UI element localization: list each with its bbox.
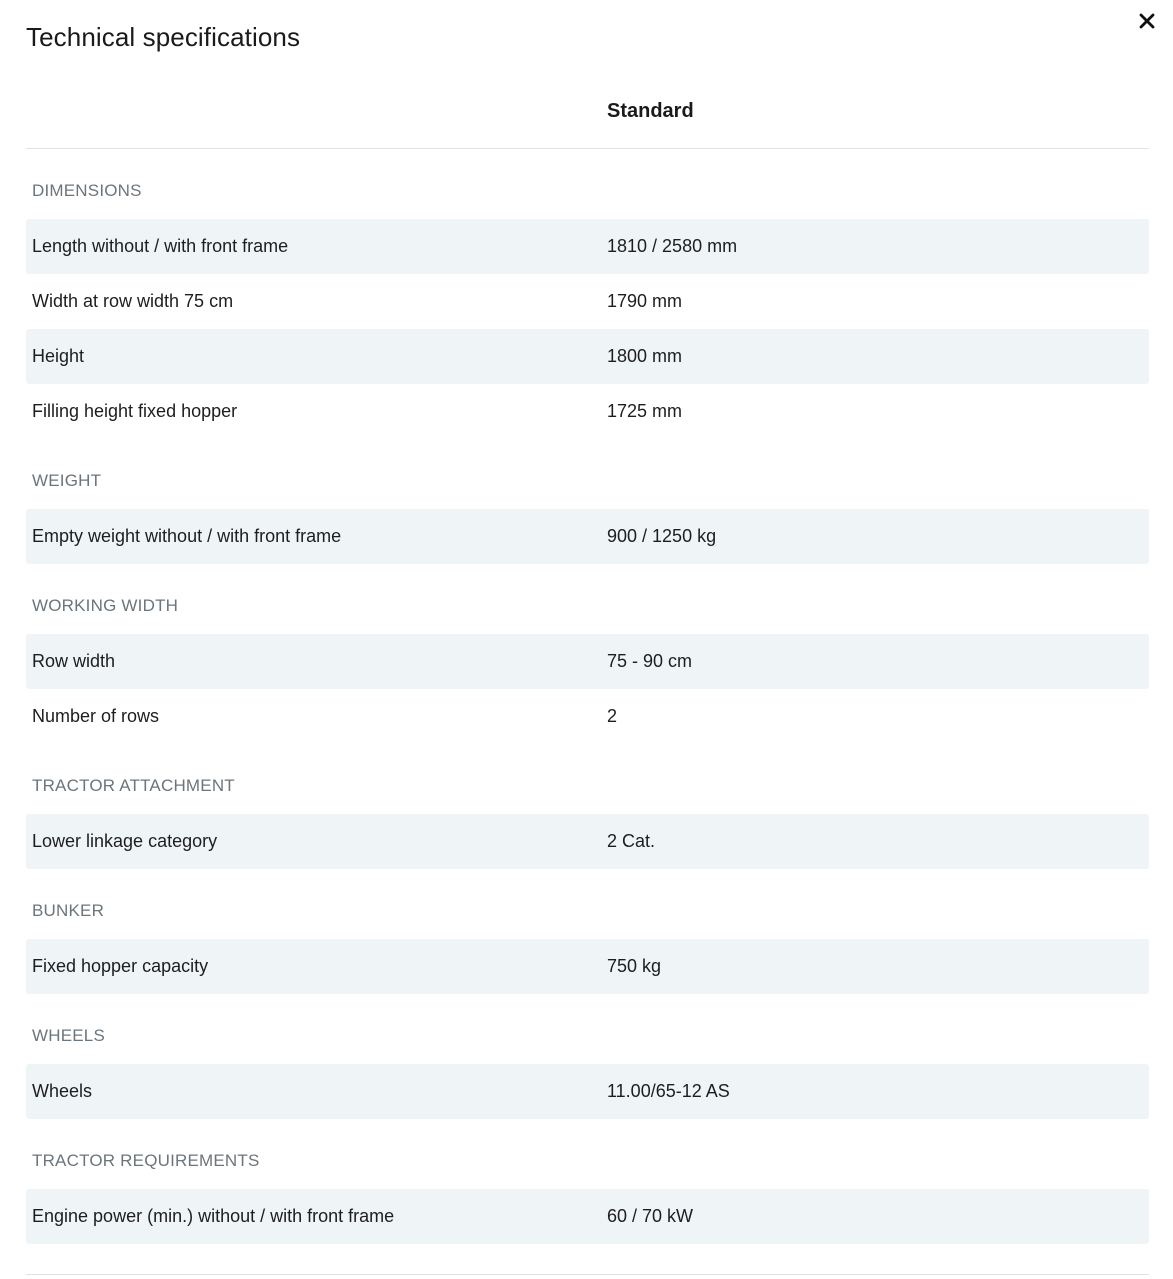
- spec-row: [26, 814, 1149, 869]
- spec-row: [26, 1189, 1149, 1244]
- spec-value: 1790 mm: [607, 291, 683, 311]
- section-label-tractor-requirements: TRACTOR REQUIREMENTS: [32, 1151, 260, 1170]
- spec-value: 1800 mm: [607, 346, 683, 366]
- spec-label: Number of rows: [32, 706, 160, 726]
- spec-label: Fixed hopper capacity: [32, 956, 209, 976]
- spec-label: Width at row width 75 cm: [32, 291, 234, 311]
- spec-label: Lower linkage category: [32, 831, 218, 851]
- spec-row: [26, 1064, 1149, 1119]
- spec-label: Row width: [32, 651, 116, 671]
- spec-value: 60 / 70 kW: [607, 1206, 694, 1226]
- spec-value: 2: [607, 706, 618, 726]
- spec-value: 11.00/65-12 AS: [607, 1081, 730, 1101]
- spec-value: 750 kg: [607, 956, 662, 976]
- spec-row: [26, 384, 1149, 439]
- section-label-dimensions: DIMENSIONS: [32, 181, 142, 200]
- section-label-tractor-attachment: TRACTOR ATTACHMENT: [32, 776, 235, 795]
- section-label-wheels: WHEELS: [32, 1026, 105, 1045]
- spec-value: 75 - 90 cm: [607, 651, 693, 671]
- spec-label: Engine power (min.) without / with front frame: [32, 1206, 395, 1226]
- spec-label: Wheels: [32, 1081, 93, 1101]
- spec-value: 900 / 1250 kg: [607, 526, 717, 546]
- close-icon: [1136, 10, 1158, 32]
- section-label-weight: WEIGHT: [32, 471, 102, 490]
- spec-label: Height: [32, 346, 85, 366]
- spec-label: Filling height fixed hopper: [32, 401, 238, 421]
- close-button[interactable]: [1136, 10, 1158, 32]
- spec-value: 2 Cat.: [607, 831, 656, 851]
- section-label-working-width: WORKING WIDTH: [32, 596, 179, 615]
- spec-value: 1725 mm: [607, 401, 683, 421]
- spec-row: [26, 939, 1149, 994]
- spec-row: [26, 274, 1149, 329]
- dialog-title: Technical specifications: [26, 22, 301, 52]
- footer-divider: [26, 1274, 1149, 1275]
- spec-row: [26, 219, 1149, 274]
- spec-value: 1810 / 2580 mm: [607, 236, 738, 256]
- column-header-standard: Standard: [607, 100, 694, 122]
- spec-row: [26, 329, 1149, 384]
- spec-label: Length without / with front frame: [32, 236, 289, 256]
- header-divider: [26, 148, 1149, 149]
- spec-row: [26, 509, 1149, 564]
- spec-row: [26, 634, 1149, 689]
- section-label-bunker: BUNKER: [32, 901, 105, 920]
- spec-label: Empty weight without / with front frame: [32, 526, 342, 546]
- spec-row: [26, 689, 1149, 744]
